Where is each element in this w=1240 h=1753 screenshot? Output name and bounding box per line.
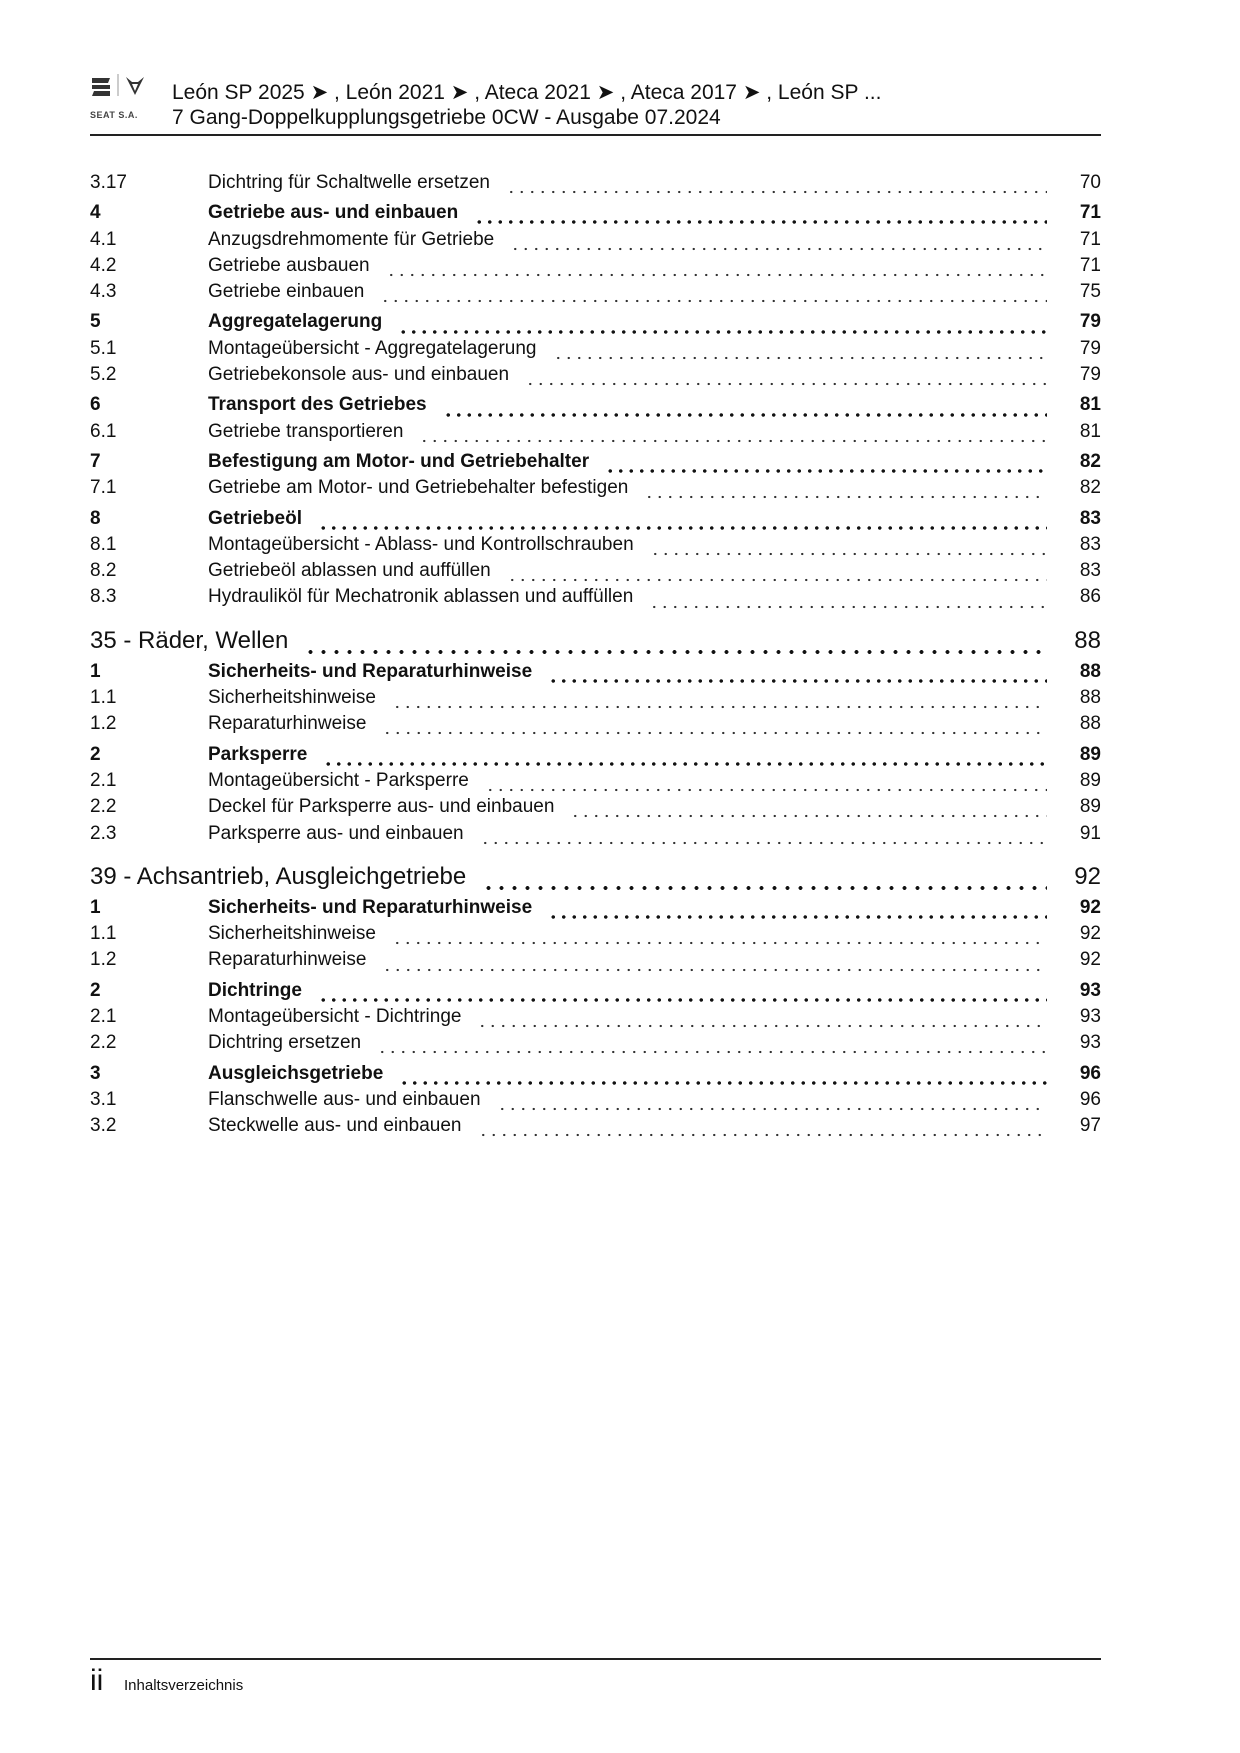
toc-subsection[interactable]	[90, 949, 1101, 975]
toc-title[interactable]: Montageübersicht - Ablass- und Kontrollschrauben	[208, 533, 634, 555]
header-models: León SP 2025 ➤ , León 2021 ➤ , Ateca 2021 ➤ , Ateca 2017 ➤ , León SP ...	[172, 81, 882, 104]
dot-leader	[382, 967, 1047, 973]
dot-leader	[548, 914, 1047, 920]
toc-title[interactable]: Getriebekonsole aus- und einbauen	[208, 364, 510, 386]
toc-title[interactable]: Reparaturhinweise	[208, 713, 367, 735]
toc-number: 1.1	[90, 687, 117, 709]
toc-subsection[interactable]	[90, 687, 1101, 713]
toc-number: 2	[90, 743, 101, 765]
toc-page[interactable]: 83	[1079, 533, 1101, 555]
dot-leader	[644, 494, 1047, 500]
dot-leader	[477, 1023, 1047, 1029]
toc-title[interactable]: Montageübersicht - Dichtringe	[208, 1006, 462, 1028]
dot-leader	[510, 246, 1047, 252]
dot-leader	[548, 678, 1047, 684]
toc-page[interactable]: 96	[1079, 1062, 1101, 1084]
toc-title[interactable]: Montageübersicht - Parksperre	[208, 769, 469, 791]
dot-leader	[605, 468, 1047, 474]
toc-number: 1	[90, 660, 101, 682]
toc-page[interactable]: 86	[1079, 586, 1101, 608]
toc-title[interactable]: 35 - Räder, Wellen	[90, 626, 289, 654]
toc-page[interactable]: 92	[1074, 862, 1101, 890]
toc-page[interactable]: 92	[1079, 896, 1101, 918]
toc-title[interactable]: Deckel für Parksperre aus- und einbauen	[208, 796, 555, 818]
toc-subsection[interactable]	[90, 338, 1101, 364]
toc-subsection[interactable]	[90, 281, 1101, 307]
toc-number: 2.1	[90, 1006, 117, 1028]
toc-title[interactable]: Transport des Getriebes	[208, 394, 427, 416]
toc-subsection[interactable]	[90, 1115, 1101, 1141]
toc-number: 8	[90, 507, 101, 529]
toc-subsection[interactable]	[90, 364, 1101, 390]
toc-title[interactable]: Sicherheits- und Reparaturhinweise	[208, 896, 533, 918]
dot-leader	[482, 885, 1047, 891]
dot-leader	[507, 577, 1047, 583]
dot-leader	[497, 1106, 1047, 1112]
dot-leader	[650, 551, 1047, 557]
toc-number: 3.17	[90, 172, 127, 193]
toc-title[interactable]: Sicherheits- und Reparaturhinweise	[208, 660, 533, 682]
toc-section[interactable]	[90, 744, 1101, 770]
toc-page[interactable]: 93	[1079, 979, 1101, 1001]
toc-title[interactable]: Getriebe transportieren	[208, 420, 404, 442]
dot-leader	[386, 272, 1047, 278]
toc-page[interactable]: 89	[1079, 769, 1101, 791]
toc-title[interactable]: Getriebe einbauen	[208, 281, 365, 303]
toc-subsection[interactable]	[90, 229, 1101, 255]
dot-leader	[377, 1049, 1047, 1055]
dot-leader	[485, 787, 1047, 793]
dot-leader	[323, 761, 1047, 767]
toc-chapter[interactable]	[90, 627, 1101, 657]
toc-page[interactable]: 71	[1079, 202, 1101, 224]
dot-leader	[474, 219, 1047, 225]
toc-section[interactable]	[90, 980, 1101, 1006]
toc-title[interactable]: Sicherheitshinweise	[208, 687, 376, 709]
toc-section[interactable]	[90, 661, 1101, 687]
toc-number: 8.3	[90, 586, 117, 608]
toc-title[interactable]: Parksperre	[208, 743, 308, 765]
toc-number: 7	[90, 450, 101, 472]
dot-leader	[649, 604, 1047, 610]
dot-leader	[419, 438, 1047, 444]
toc-subsection[interactable]	[90, 586, 1101, 612]
toc-number: 2.3	[90, 822, 117, 844]
dot-leader	[318, 997, 1047, 1003]
toc-page[interactable]: 88	[1079, 687, 1101, 709]
toc-page[interactable]: 92	[1079, 923, 1101, 945]
toc-number: 7.1	[90, 477, 117, 499]
toc-subsection[interactable]	[90, 477, 1101, 503]
toc-page[interactable]: 82	[1079, 450, 1101, 472]
toc-section[interactable]	[90, 394, 1101, 420]
dot-leader	[318, 525, 1047, 531]
toc-title[interactable]: Ausgleichsgetriebe	[208, 1062, 384, 1084]
toc-number: 5.2	[90, 364, 117, 386]
toc-section[interactable]	[90, 202, 1101, 228]
logo-text: SEAT S.A.	[90, 110, 138, 120]
toc-page[interactable]: 81	[1079, 394, 1101, 416]
toc-number: 4	[90, 202, 101, 224]
toc-subsection[interactable]	[90, 1006, 1101, 1032]
dot-leader	[398, 329, 1047, 335]
toc-subsection[interactable]	[90, 923, 1101, 949]
toc-title[interactable]: Aggregatelagerung	[208, 311, 383, 333]
toc-page[interactable]: 91	[1079, 822, 1101, 844]
footer-divider	[90, 1658, 1101, 1660]
toc-number: 3.2	[90, 1115, 117, 1137]
toc-title[interactable]: Flanschwelle aus- und einbauen	[208, 1088, 481, 1110]
toc-subsection[interactable]	[90, 1032, 1101, 1058]
dot-leader	[525, 381, 1047, 387]
toc-page[interactable]: 79	[1079, 364, 1101, 386]
document-header	[172, 80, 881, 130]
toc-number: 3.1	[90, 1088, 117, 1110]
toc-page[interactable]: 88	[1079, 713, 1101, 735]
dot-leader	[380, 298, 1047, 304]
toc-title[interactable]: Dichtringe	[208, 979, 302, 1001]
toc-page[interactable]: 89	[1079, 796, 1101, 818]
toc-title[interactable]: Steckwelle aus- und einbauen	[208, 1115, 462, 1137]
toc-number: 1.1	[90, 923, 117, 945]
dot-leader	[480, 840, 1047, 846]
toc-number: 6.1	[90, 420, 117, 442]
toc-number: 1.2	[90, 949, 117, 971]
dot-leader	[570, 813, 1047, 819]
toc-section[interactable]	[90, 311, 1101, 337]
toc-number: 2	[90, 979, 101, 1001]
toc-title[interactable]: Parksperre aus- und einbauen	[208, 822, 464, 844]
toc-number: 4.2	[90, 254, 117, 276]
toc-page[interactable]: 89	[1079, 743, 1101, 765]
toc-section[interactable]	[90, 1063, 1101, 1089]
toc-title[interactable]: Dichtring für Schaltwelle ersetzen	[208, 172, 490, 193]
toc-number: 2.1	[90, 769, 117, 791]
toc-page[interactable]: 81	[1079, 420, 1101, 442]
toc-page[interactable]: 79	[1079, 337, 1101, 359]
dot-leader	[382, 730, 1047, 736]
toc-number: 2.2	[90, 796, 117, 818]
toc-number: 3	[90, 1062, 101, 1084]
header-title: 7 Gang-Doppelkupplungsgetriebe 0CW - Ausgabe 07.2024	[172, 106, 721, 129]
toc-page[interactable]: 97	[1079, 1115, 1101, 1137]
toc-section[interactable]	[90, 897, 1101, 923]
toc-number: 5	[90, 311, 101, 333]
toc-number: 1	[90, 896, 101, 918]
toc-page[interactable]: 96	[1079, 1088, 1101, 1110]
toc-subsection[interactable]	[90, 560, 1101, 586]
toc-page[interactable]: 92	[1079, 949, 1101, 971]
toc-section[interactable]	[90, 451, 1101, 477]
toc-page[interactable]: 71	[1079, 228, 1101, 250]
footer-page-number: ii	[90, 1664, 104, 1697]
toc-title[interactable]: Getriebe ausbauen	[208, 254, 370, 276]
footer-section: Inhaltsverzeichnis	[124, 1677, 244, 1694]
toc-number: 2.2	[90, 1032, 117, 1054]
toc-number: 5.1	[90, 337, 117, 359]
toc-title[interactable]: Getriebe aus- und einbauen	[208, 202, 459, 224]
dot-leader	[392, 940, 1047, 946]
toc-title[interactable]: Getriebe am Motor- und Getriebehalter befestigen	[208, 477, 629, 499]
toc-subsection[interactable]	[90, 255, 1101, 281]
toc-page[interactable]: 71	[1079, 254, 1101, 276]
toc-number: 4.3	[90, 281, 117, 303]
toc-subsection[interactable]	[90, 1089, 1101, 1115]
toc-page[interactable]: 70	[1079, 172, 1101, 193]
toc-page[interactable]: 79	[1079, 311, 1101, 333]
toc-title[interactable]: Getriebeöl ablassen und auffüllen	[208, 560, 491, 582]
toc-subsection[interactable]	[90, 713, 1101, 739]
toc-number: 8.1	[90, 533, 117, 555]
toc-title[interactable]: Dichtring ersetzen	[208, 1032, 362, 1054]
toc-number: 8.2	[90, 560, 117, 582]
toc-title[interactable]: Anzugsdrehmomente für Getriebe	[208, 228, 495, 250]
toc-subsection[interactable]	[90, 796, 1101, 822]
toc-subsection[interactable]	[90, 172, 1101, 198]
dot-leader	[478, 1132, 1047, 1138]
toc-title[interactable]: Reparaturhinweise	[208, 949, 367, 971]
toc-subsection[interactable]	[90, 421, 1101, 447]
toc-title[interactable]: Befestigung am Motor- und Getriebehalter	[208, 450, 590, 472]
toc-subsection[interactable]	[90, 823, 1101, 849]
dot-leader	[506, 189, 1047, 195]
toc-number: 6	[90, 394, 101, 416]
toc-subsection[interactable]	[90, 770, 1101, 796]
toc-page[interactable]: 83	[1079, 560, 1101, 582]
table-of-contents	[90, 172, 1101, 1142]
dot-leader	[399, 1080, 1047, 1086]
toc-title[interactable]: 39 - Achsantrieb, Ausgleichgetriebe	[90, 862, 467, 890]
toc-page[interactable]: 88	[1074, 626, 1101, 654]
dot-leader	[304, 649, 1047, 655]
seat-cupra-logo	[90, 74, 160, 126]
dot-leader	[443, 412, 1047, 418]
dot-leader	[553, 355, 1047, 361]
toc-title[interactable]: Sicherheitshinweise	[208, 923, 376, 945]
toc-section[interactable]	[90, 508, 1101, 534]
toc-number: 4.1	[90, 228, 117, 250]
dot-leader	[392, 704, 1047, 710]
toc-title[interactable]: Montageübersicht - Aggregatelagerung	[208, 337, 537, 359]
toc-page[interactable]: 75	[1079, 281, 1101, 303]
toc-subsection[interactable]	[90, 534, 1101, 560]
toc-number: 1.2	[90, 713, 117, 735]
toc-page[interactable]: 88	[1079, 660, 1101, 682]
toc-chapter[interactable]	[90, 863, 1101, 893]
toc-page[interactable]: 93	[1079, 1006, 1101, 1028]
header-divider	[90, 134, 1101, 136]
toc-page[interactable]: 83	[1079, 507, 1101, 529]
toc-page[interactable]: 93	[1079, 1032, 1101, 1054]
toc-title[interactable]: Getriebeöl	[208, 507, 302, 529]
toc-title[interactable]: Hydrauliköl für Mechatronik ablassen und auffüllen	[208, 586, 634, 608]
toc-page[interactable]: 82	[1079, 477, 1101, 499]
